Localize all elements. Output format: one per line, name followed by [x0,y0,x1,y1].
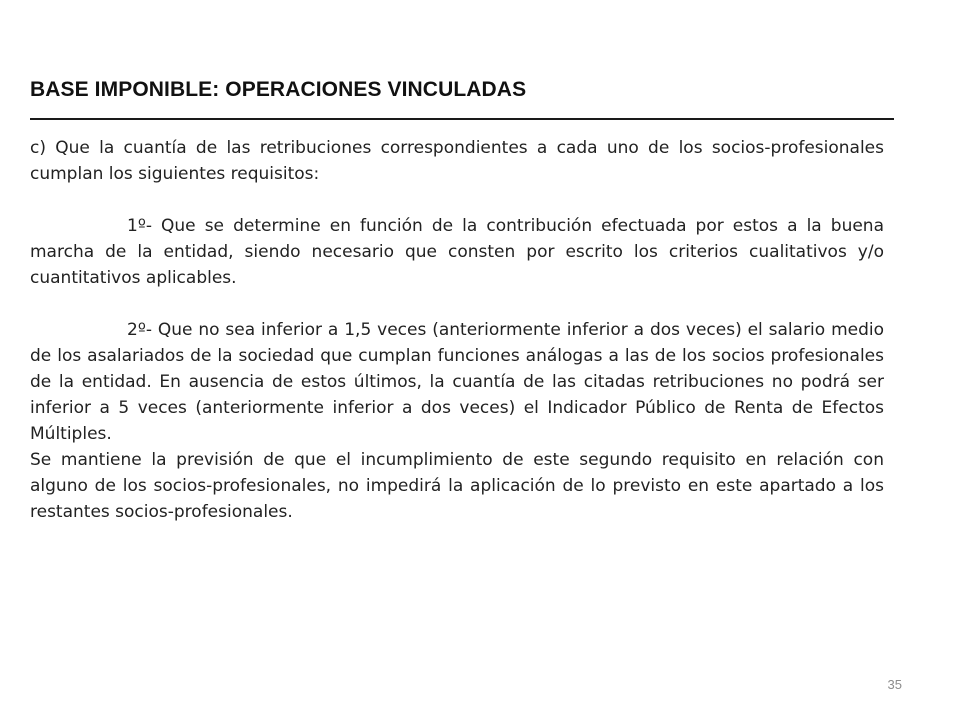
slide-title: BASE IMPONIBLE: OPERACIONES VINCULADAS [30,78,527,101]
intro-paragraph: c) Que la cuantía de las retribuciones correspondientes a cada uno de los socios-profesionales cumplan los siguientes requisitos: [30,138,884,184]
closing-paragraph: Se mantiene la previsión de que el incumplimiento de este segundo requisito en relación con alguno de los socios-profesionales, no impedirá la aplicación de lo previsto en este apartado a los restantes socios-profesionales. [30,450,884,522]
slide-body [30,135,884,525]
requirement-1-paragraph: 1º- Que se determine en función de la contribución efectuada por estos a la buena marcha de la entidad, siendo necesario que consten por escrito los criterios cualitativos y/o cuantitativos aplicables. [30,216,884,288]
paragraph-spacer [30,291,884,317]
page-number: 35 [887,677,902,692]
title-underline [30,118,894,120]
requirement-2-paragraph: 2º- Que no sea inferior a 1,5 veces (anteriormente inferior a dos veces) el salario medio de los asalariados de la sociedad que cumplan funciones análogas a las de los socios profesionales de la entidad. En ausencia de estos últimos, la cuantía de las citadas retribuciones no podrá ser inferior a 5 veces (anteriormente inferior a dos veces) el Indicador Público de Renta de Efectos Múltiples. [30,320,884,444]
paragraph-spacer [30,187,884,213]
